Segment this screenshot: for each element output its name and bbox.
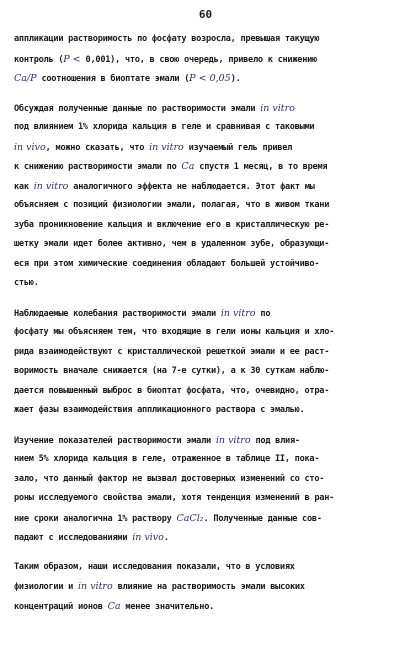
typed-text: шетку эмали идет более активно, чем в удаленном зубе, образующи-	[14, 239, 330, 249]
paragraph	[14, 30, 399, 89]
text-line	[14, 138, 399, 158]
typed-text: концентраций ионов	[14, 601, 108, 612]
handwritten-insert: in vivo	[132, 532, 164, 543]
page-number: 60	[198, 8, 213, 21]
handwritten-insert: in vitro	[33, 180, 69, 192]
text-line	[14, 558, 399, 578]
text-line	[14, 216, 399, 236]
typed-text: Таким образом, наши исследования показали, что в условиях	[14, 561, 295, 572]
typed-text: Обсуждая полученные данные по растворимости эмали	[14, 103, 261, 114]
typed-text: объясняем с позиций физиологии эмали, полагая, что в живом ткани	[14, 200, 330, 210]
text-line	[14, 470, 399, 490]
typed-text: ).	[230, 74, 241, 84]
handwritten-insert: P < 0,05	[189, 73, 231, 84]
typed-text: жает фазы взаимодействия аппликационного раствора с эмалью.	[14, 405, 305, 415]
typed-text: стью.	[14, 278, 39, 288]
text-line	[14, 196, 399, 216]
text-line	[14, 489, 399, 509]
typed-text: физиологии и	[14, 582, 79, 592]
handwritten-insert: in vivo	[14, 141, 46, 153]
paragraph-gap	[14, 421, 399, 431]
typed-text: под влиянием 1% хлорида кальция в геле и сравнивая с таковыми	[14, 122, 315, 132]
text-line	[14, 401, 399, 421]
text-line	[14, 118, 399, 138]
typed-text: ние сроки аналогична 1% раствору	[14, 513, 177, 524]
text-line	[14, 50, 399, 70]
document-body	[14, 30, 399, 616]
paragraph	[14, 99, 399, 294]
text-line	[14, 304, 399, 324]
typed-text: фосфату мы объясняем тем, что входящие в гели ионы кальция и хло-	[14, 327, 335, 337]
paragraph-gap	[14, 89, 399, 99]
typed-text: рида взаимодействуют с кристаллической решеткой эмали и ее раст-	[14, 346, 330, 357]
text-line	[14, 362, 399, 382]
text-line	[14, 343, 399, 363]
text-line	[14, 577, 399, 597]
typed-text: , можно сказать, что	[45, 142, 150, 153]
handwritten-insert: in vitro	[220, 307, 256, 319]
typed-text: как	[14, 181, 34, 192]
typed-text: зало, что данный фактор не вызвал достоверных изменений со сто-	[14, 473, 325, 484]
paragraph	[14, 304, 399, 421]
paragraph	[14, 431, 399, 548]
typed-text: Изучение показателей растворимости эмали	[14, 435, 216, 446]
text-line	[14, 255, 399, 275]
typed-text: еся при этом химические соединения обладают большей устойчиво-	[14, 258, 320, 269]
typed-text: зуба проникновение кальция и включение его в кристаллическую ре-	[14, 219, 330, 230]
text-line	[14, 323, 399, 343]
text-line	[14, 274, 399, 294]
text-line	[14, 528, 399, 548]
text-line	[14, 157, 399, 177]
typed-text: . Полученные данные сов-	[203, 513, 322, 524]
text-line	[14, 99, 399, 119]
handwritten-insert: Ca/P	[14, 73, 37, 84]
typed-text: 0,001), что, в свою очередь, привело к снижению	[80, 54, 317, 65]
handwritten-insert: in vitro	[215, 434, 251, 446]
text-line	[14, 235, 399, 255]
typed-text: под влия-	[250, 435, 300, 446]
text-line	[14, 30, 399, 50]
typed-text: аппликации растворимость по фосфату возросла, превышая такущую	[14, 34, 320, 44]
text-line	[14, 69, 399, 89]
typed-text: дается повышенный выброс в биоптат фосфата, что, очевидно, отра-	[14, 385, 330, 396]
handwritten-insert: CaCl₂	[176, 512, 204, 524]
typed-text: аналогичного эффекта не наблюдается. Этот факт мы	[68, 181, 315, 192]
handwritten-insert: Ca	[181, 161, 195, 172]
paragraph	[14, 558, 399, 617]
typed-text: воримость вначале снижается (на 7-е сутки), а к 30 суткам наблю-	[14, 366, 330, 376]
text-line	[14, 597, 399, 617]
typed-text: по	[255, 308, 271, 319]
typed-text: Наблюдаемые колебания растворимости эмали	[14, 308, 221, 319]
handwritten-insert: in vitro	[260, 102, 295, 114]
typed-text: спустя 1 месяц, в то время	[194, 162, 328, 172]
typed-text: .	[163, 533, 169, 543]
typed-text: влияние на растворимость эмали высоких	[112, 582, 305, 592]
text-line	[14, 450, 399, 470]
handwritten-insert: in vitro	[78, 581, 113, 592]
text-line	[14, 431, 399, 451]
text-line	[14, 509, 399, 529]
typed-text: к снижению растворимости эмали по	[14, 162, 182, 172]
text-line	[14, 177, 399, 197]
text-line	[14, 382, 399, 402]
handwritten-insert: in vitro	[149, 141, 184, 153]
typed-text: соотношения в биоптате эмали (	[36, 74, 190, 84]
typed-text: контроль (	[14, 54, 64, 65]
typed-text: изучаемый гель привел	[183, 142, 293, 153]
typed-text: нием 5% хлорида кальция в геле, отраженное в таблице II, пока-	[14, 454, 320, 464]
paragraph-gap	[14, 294, 399, 304]
typed-text: падают с исследованиями	[14, 533, 133, 543]
handwritten-insert: P <	[63, 53, 81, 65]
paragraph-gap	[14, 548, 399, 558]
typed-text: роны исследуемого свойства эмали, хотя тенденция изменений в ран-	[14, 493, 335, 503]
typed-text: менее значительно.	[120, 601, 215, 612]
handwritten-insert: Ca	[107, 600, 121, 612]
